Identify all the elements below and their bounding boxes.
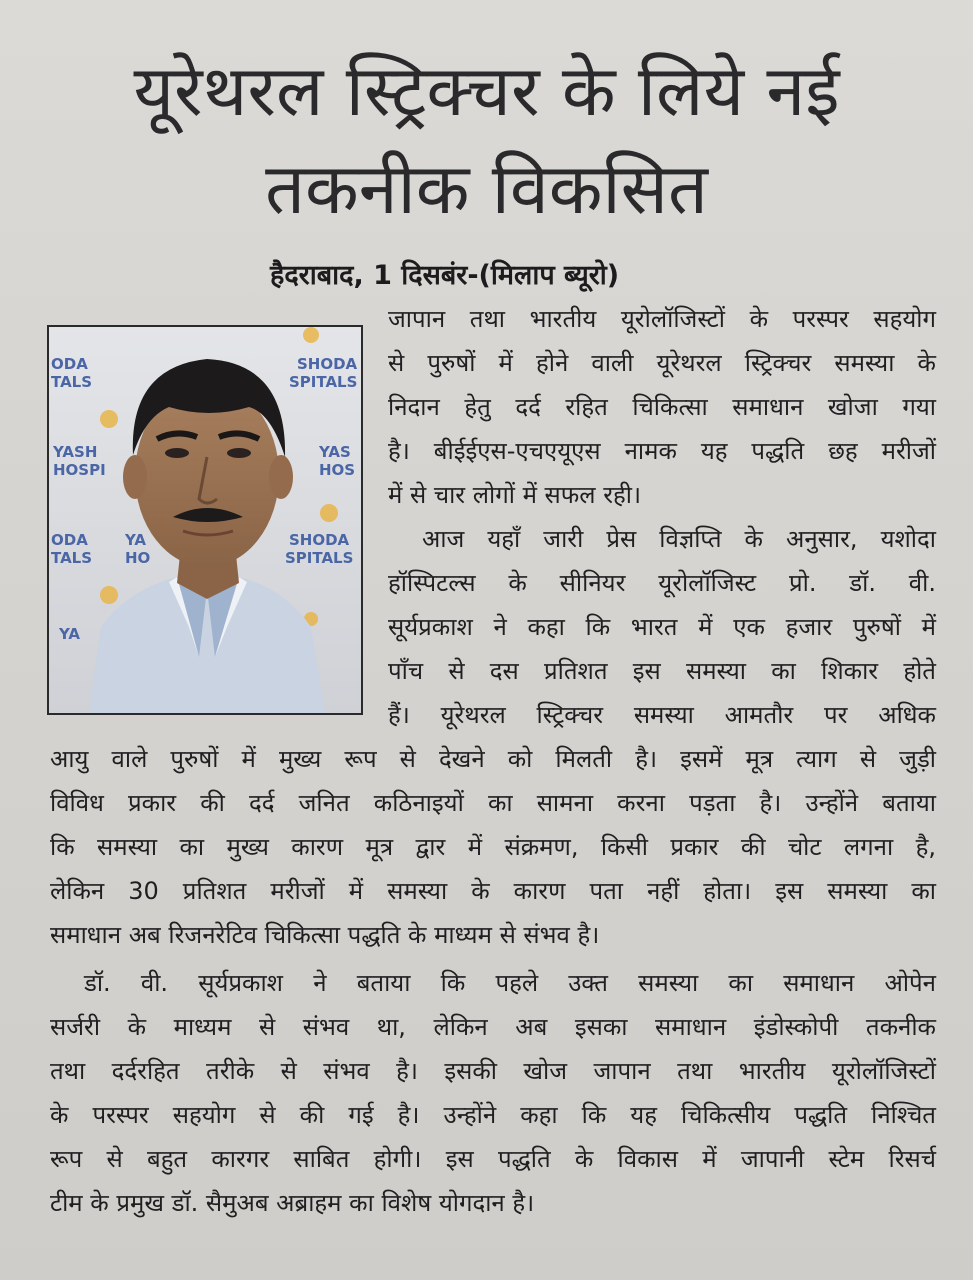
backdrop-text: ODA [51, 355, 88, 373]
body-line: विविध प्रकार की दर्द जनित कठिनाइयों का सामना करना पड़ता है। उन्होंने बताया [50, 789, 936, 817]
body-line: तथा दर्दरहित तरीके से संभव है। इसकी खोज जापान तथा भारतीय यूरोलॉजिस्टों [50, 1057, 936, 1085]
body-line: हॉस्पिटल्स के सीनियर यूरोलॉजिस्ट प्रो. डॉ. वी. [388, 569, 936, 597]
backdrop-text: HOS [319, 461, 356, 479]
backdrop-text: SPITALS [289, 373, 358, 391]
backdrop-text: YA [125, 531, 147, 549]
body-line: लेकिन 30 प्रतिशत मरीजों में समस्या के कारण पता नहीं होता। इस समस्या का [50, 877, 936, 905]
body-line: से पुरुषों में होने वाली यूरेथरल स्ट्रिक्चर समस्या के [388, 349, 936, 377]
headline-line-1: यूरेथरल स्ट्रिक्चर के लिये नई [133, 50, 840, 132]
backdrop-text: SPITALS [285, 549, 354, 567]
headline-line-2: तकनीक विकसित [265, 148, 708, 230]
body-line: सूर्यप्रकाश ने कहा कि भारत में एक हजार पुरुषों में [388, 613, 936, 641]
backdrop-text: TALS [51, 373, 93, 391]
body-line: हैं। यूरेथरल स्ट्रिक्चर समस्या आमतौर पर अधिक [388, 701, 936, 729]
body-line: समाधान अब रिजनरेटिव चिकित्सा पद्धति के माध्यम से संभव है। [50, 921, 600, 949]
backdrop-text: SHODA [297, 355, 358, 373]
body-line: है। बीईईएस-एचएयूएस नामक यह पद्धति छह मरीजों [388, 437, 936, 465]
dateline: हैदराबाद, 1 दिसबंर-(मिलाप ब्यूरो) [270, 260, 620, 291]
backdrop-text: ODA [51, 531, 88, 549]
body-line: के परस्पर सहयोग से की गई है। उन्होंने कहा कि यह चिकित्सीय पद्धति निश्चित [50, 1101, 936, 1129]
backdrop-text: YASH [53, 443, 98, 461]
backdrop-text: TALS [51, 549, 93, 567]
body-line: में से चार लोगों में सफल रही। [388, 481, 642, 509]
headline [0, 42, 973, 238]
body-line: निदान हेतु दर्द रहित चिकित्सा समाधान खोजा गया [388, 393, 936, 421]
body-line: आज यहाँ जारी प्रेस विज्ञप्ति के अनुसार, यशोदा [422, 525, 936, 553]
body-line: टीम के प्रमुख डॉ. सैमुअब अब्राहम का विशेष योगदान है। [50, 1189, 535, 1217]
backdrop-text: SHODA [289, 531, 350, 549]
backdrop-text: HO [125, 549, 151, 567]
body-line: आयु वाले पुरुषों में मुख्य रूप से देखने को मिलती है। इसमें मूत्र त्याग से जुड़ी [50, 745, 936, 773]
backdrop-text: YAS [319, 443, 351, 461]
backdrop-text: YA [59, 625, 81, 643]
body-line: जापान तथा भारतीय यूरोलॉजिस्टों के परस्पर सहयोग [388, 305, 936, 333]
body-line: सर्जरी के माध्यम से संभव था, लेकिन अब इसका समाधान इंडोस्कोपी तकनीक [50, 1013, 936, 1041]
body-line: पाँच से दस प्रतिशत इस समस्या का शिकार होते [388, 657, 936, 685]
doctor-photo [47, 325, 363, 715]
body-line: डॉ. वी. सूर्यप्रकाश ने बताया कि पहले उक्त समस्या का समाधान ओपेन [84, 969, 936, 997]
body-line: रूप से बहुत कारगर साबित होगी। इस पद्धति के विकास में जापानी स्टेम रिसर्च [50, 1145, 936, 1173]
backdrop-text: HOSPI [53, 461, 106, 479]
body-line: कि समस्या का मुख्य कारण मूत्र द्वार में संक्रमण, किसी प्रकार की चोट लगना है, [50, 833, 936, 861]
